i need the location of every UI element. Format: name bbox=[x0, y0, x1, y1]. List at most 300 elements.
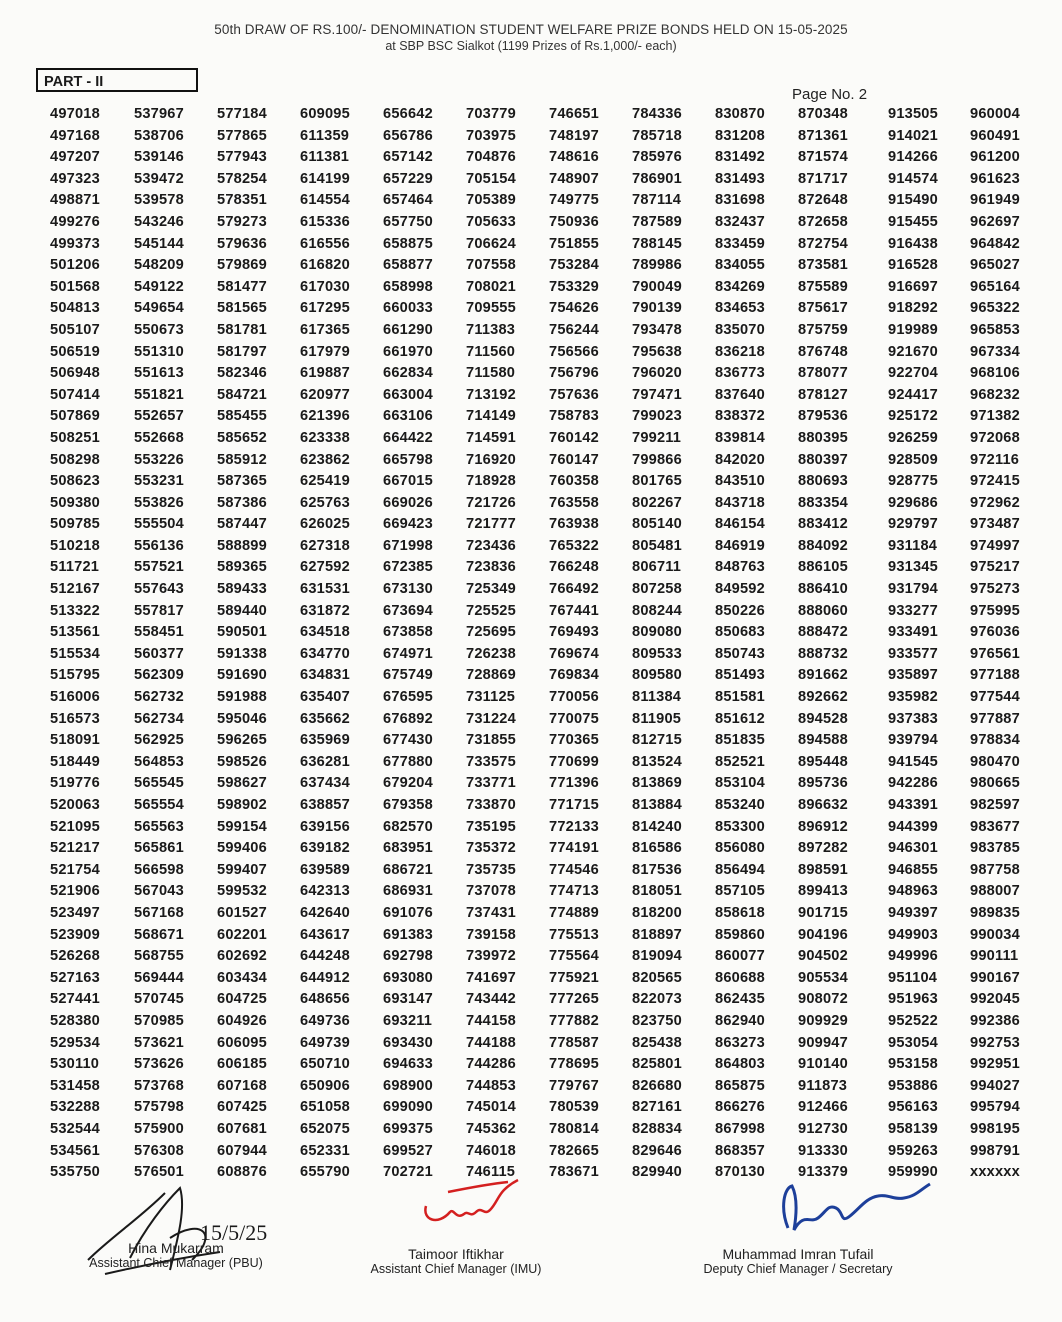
prize-number: 975217 bbox=[970, 559, 1020, 576]
prize-number: 746115 bbox=[466, 1164, 516, 1181]
prize-number: 811384 bbox=[632, 689, 682, 706]
prize-number: 662834 bbox=[383, 365, 433, 382]
prize-number: 694633 bbox=[383, 1056, 433, 1073]
prize-number: 709555 bbox=[466, 300, 516, 317]
prize-number: 961949 bbox=[970, 192, 1020, 209]
prize-number: 671998 bbox=[383, 537, 433, 554]
signature-right bbox=[670, 1246, 926, 1276]
prize-number: 914574 bbox=[888, 170, 938, 187]
signatory-title: Deputy Chief Manager / Secretary bbox=[703, 1262, 893, 1276]
prize-number: 779767 bbox=[549, 1077, 599, 1094]
prize-number: 811905 bbox=[632, 710, 682, 727]
prize-number: 901715 bbox=[798, 904, 848, 921]
prize-number: 908072 bbox=[798, 991, 848, 1008]
prize-number: 508298 bbox=[50, 451, 100, 468]
prize-number: 582346 bbox=[217, 365, 267, 382]
prize-number: 497323 bbox=[50, 170, 100, 187]
prize-number: 745362 bbox=[466, 1120, 516, 1137]
prize-number: 802267 bbox=[632, 494, 682, 511]
prize-number: 748197 bbox=[549, 127, 599, 144]
prize-number: 983677 bbox=[970, 818, 1020, 835]
prize-number: 519776 bbox=[50, 775, 100, 792]
prize-number: 672385 bbox=[383, 559, 433, 576]
prize-number: 649739 bbox=[300, 1034, 350, 1051]
prize-number: 953886 bbox=[888, 1077, 938, 1094]
number-column bbox=[970, 104, 1052, 1184]
prize-number: 788145 bbox=[632, 235, 682, 252]
prize-number: 538706 bbox=[134, 127, 184, 144]
prize-number: 603434 bbox=[217, 969, 267, 986]
prize-number: 785718 bbox=[632, 127, 682, 144]
prize-number: 960004 bbox=[970, 106, 1020, 122]
prize-number: 591988 bbox=[217, 689, 267, 706]
prize-number: 585455 bbox=[217, 408, 267, 425]
prize-number: 873581 bbox=[798, 257, 848, 274]
prize-number: 860077 bbox=[715, 948, 765, 965]
prize-number: 775564 bbox=[549, 948, 599, 965]
prize-number: 549122 bbox=[134, 278, 184, 295]
prize-number: 679358 bbox=[383, 797, 433, 813]
prize-number: 596265 bbox=[217, 732, 267, 749]
prize-number: 651058 bbox=[300, 1099, 350, 1116]
prize-number: 566598 bbox=[134, 861, 184, 878]
prize-number: 588899 bbox=[217, 537, 267, 554]
prize-number: 521217 bbox=[50, 840, 100, 857]
prize-number: 721726 bbox=[466, 494, 516, 511]
prize-number: 581797 bbox=[217, 343, 267, 360]
prize-number: 562732 bbox=[134, 689, 184, 706]
prize-number: 614554 bbox=[300, 192, 350, 209]
prize-number: 959263 bbox=[888, 1142, 938, 1159]
prize-number: 790139 bbox=[632, 300, 682, 317]
prize-number: 853240 bbox=[715, 797, 765, 813]
prize-number: 679204 bbox=[383, 775, 433, 792]
prize-number: 644912 bbox=[300, 969, 350, 986]
prize-number: 739158 bbox=[466, 926, 516, 943]
prize-number: 577943 bbox=[217, 149, 267, 166]
prize-number: 607944 bbox=[217, 1142, 267, 1159]
prize-number: 965027 bbox=[970, 257, 1020, 274]
prize-number: 856494 bbox=[715, 861, 765, 878]
prize-number: 581565 bbox=[217, 300, 267, 317]
prize-number: 643617 bbox=[300, 926, 350, 943]
prize-number: 589365 bbox=[217, 559, 267, 576]
prize-number: 851493 bbox=[715, 667, 765, 684]
prize-number: 750936 bbox=[549, 213, 599, 230]
prize-number: 760358 bbox=[549, 473, 599, 490]
prize-number: 928509 bbox=[888, 451, 938, 468]
prize-number: 608876 bbox=[217, 1164, 267, 1181]
prize-number: 964842 bbox=[970, 235, 1020, 252]
prize-number: 831493 bbox=[715, 170, 765, 187]
prize-number: 505107 bbox=[50, 321, 100, 338]
prize-number: 826680 bbox=[632, 1077, 682, 1094]
prize-number: 735372 bbox=[466, 840, 516, 857]
prize-number: 929797 bbox=[888, 516, 938, 533]
prize-number: 837640 bbox=[715, 386, 765, 403]
prize-number: 875617 bbox=[798, 300, 848, 317]
prize-number: 912730 bbox=[798, 1120, 848, 1137]
prize-number: 884092 bbox=[798, 537, 848, 554]
prize-number: 953158 bbox=[888, 1056, 938, 1073]
prize-number: 539578 bbox=[134, 192, 184, 209]
prize-number: 774191 bbox=[549, 840, 599, 857]
prize-number: 521095 bbox=[50, 818, 100, 835]
prize-number: 850743 bbox=[715, 645, 765, 662]
prize-number: 799866 bbox=[632, 451, 682, 468]
prize-number: 805140 bbox=[632, 516, 682, 533]
prize-number: 975995 bbox=[970, 602, 1020, 619]
prize-number: 949996 bbox=[888, 948, 938, 965]
prize-number: 928775 bbox=[888, 473, 938, 490]
prize-number: 577865 bbox=[217, 127, 267, 144]
prize-number: 949903 bbox=[888, 926, 938, 943]
number-column bbox=[715, 104, 797, 1184]
prize-number: 888060 bbox=[798, 602, 848, 619]
prize-number: 733575 bbox=[466, 753, 516, 770]
prize-number: 569444 bbox=[134, 969, 184, 986]
prize-number: 604725 bbox=[217, 991, 267, 1008]
prize-number: 831208 bbox=[715, 127, 765, 144]
prize-number: 806711 bbox=[632, 559, 682, 576]
prize-number: 888732 bbox=[798, 645, 848, 662]
signature-middle bbox=[346, 1246, 566, 1276]
prize-number: 880397 bbox=[798, 451, 848, 468]
prize-number: 745014 bbox=[466, 1099, 516, 1116]
prize-number: 846154 bbox=[715, 516, 765, 533]
prize-number: 518449 bbox=[50, 753, 100, 770]
prize-number: 669423 bbox=[383, 516, 433, 533]
prize-number: 756244 bbox=[549, 321, 599, 338]
prize-number: 777882 bbox=[549, 1012, 599, 1029]
prize-number: 639182 bbox=[300, 840, 350, 857]
prize-number: 924417 bbox=[888, 386, 938, 403]
prize-number: 959990 bbox=[888, 1164, 938, 1181]
prize-number: 637434 bbox=[300, 775, 350, 792]
prize-number: 562925 bbox=[134, 732, 184, 749]
number-column bbox=[632, 104, 714, 1184]
prize-number: 634518 bbox=[300, 624, 350, 641]
prize-number: 507414 bbox=[50, 386, 100, 403]
prize-number: 968106 bbox=[970, 365, 1020, 382]
prize-number: 553826 bbox=[134, 494, 184, 511]
prize-number: 631872 bbox=[300, 602, 350, 619]
prize-number: 916697 bbox=[888, 278, 938, 295]
prize-number: 606095 bbox=[217, 1034, 267, 1051]
prize-number: 617030 bbox=[300, 278, 350, 295]
prize-number: 896632 bbox=[798, 797, 848, 813]
prize-number: 602692 bbox=[217, 948, 267, 965]
prize-number: 875759 bbox=[798, 321, 848, 338]
prize-number: 558451 bbox=[134, 624, 184, 641]
prize-number: 527163 bbox=[50, 969, 100, 986]
number-column bbox=[134, 104, 216, 1184]
prize-number: 829940 bbox=[632, 1164, 682, 1181]
prize-number: 703779 bbox=[466, 106, 516, 122]
prize-number: 915455 bbox=[888, 213, 938, 230]
prize-number: 848763 bbox=[715, 559, 765, 576]
prize-number: 753284 bbox=[549, 257, 599, 274]
prize-number: 774889 bbox=[549, 904, 599, 921]
prize-number: 770699 bbox=[549, 753, 599, 770]
prize-number: 769834 bbox=[549, 667, 599, 684]
prize-number: 894588 bbox=[798, 732, 848, 749]
prize-number: 778587 bbox=[549, 1034, 599, 1051]
prize-number: 652331 bbox=[300, 1142, 350, 1159]
prize-number: 849592 bbox=[715, 581, 765, 598]
prize-number: 918292 bbox=[888, 300, 938, 317]
prize-number: 543246 bbox=[134, 213, 184, 230]
prize-number: 512167 bbox=[50, 581, 100, 598]
prize-number: 617979 bbox=[300, 343, 350, 360]
prize-number: 746018 bbox=[466, 1142, 516, 1159]
prize-number: 532544 bbox=[50, 1120, 100, 1137]
prize-number: 579273 bbox=[217, 213, 267, 230]
prize-number: 862435 bbox=[715, 991, 765, 1008]
prize-number: 585912 bbox=[217, 451, 267, 468]
prize-number: 693080 bbox=[383, 969, 433, 986]
prize-number: 735735 bbox=[466, 861, 516, 878]
prize-number: 714591 bbox=[466, 429, 516, 446]
prize-number: 860688 bbox=[715, 969, 765, 986]
prize-number: 757636 bbox=[549, 386, 599, 403]
prize-number: 992951 bbox=[970, 1056, 1020, 1073]
prize-number: 990167 bbox=[970, 969, 1020, 986]
prize-number: 913330 bbox=[798, 1142, 848, 1159]
part-label: PART - II bbox=[36, 68, 198, 92]
prize-number: 607425 bbox=[217, 1099, 267, 1116]
prize-number: 575900 bbox=[134, 1120, 184, 1137]
prize-number: 644248 bbox=[300, 948, 350, 965]
prize-number: 891662 bbox=[798, 667, 848, 684]
prize-number: 634831 bbox=[300, 667, 350, 684]
prize-number: 912466 bbox=[798, 1099, 848, 1116]
prize-number: 767441 bbox=[549, 602, 599, 619]
prize-number: 518091 bbox=[50, 732, 100, 749]
prize-number: 909947 bbox=[798, 1034, 848, 1051]
prize-number: 731224 bbox=[466, 710, 516, 727]
prize-number: 962697 bbox=[970, 213, 1020, 230]
prize-number: 598902 bbox=[217, 797, 267, 813]
prize-number: 515795 bbox=[50, 667, 100, 684]
prize-number: 994027 bbox=[970, 1077, 1020, 1094]
prize-number: 567043 bbox=[134, 883, 184, 900]
prize-number: 851835 bbox=[715, 732, 765, 749]
prize-number: 992386 bbox=[970, 1012, 1020, 1029]
prize-number: 796020 bbox=[632, 365, 682, 382]
prize-number: 616820 bbox=[300, 257, 350, 274]
prize-number: 617295 bbox=[300, 300, 350, 317]
prize-number: 799023 bbox=[632, 408, 682, 425]
prize-number: 933277 bbox=[888, 602, 938, 619]
prize-number: 623862 bbox=[300, 451, 350, 468]
prize-number: 579636 bbox=[217, 235, 267, 252]
prize-number: 888472 bbox=[798, 624, 848, 641]
prize-number: 992045 bbox=[970, 991, 1020, 1008]
prize-number: 508251 bbox=[50, 429, 100, 446]
prize-number: 656786 bbox=[383, 127, 433, 144]
prize-number: 831698 bbox=[715, 192, 765, 209]
prize-number: 831492 bbox=[715, 149, 765, 166]
prize-number: 853104 bbox=[715, 775, 765, 792]
prize-number: 635407 bbox=[300, 689, 350, 706]
prize-number: 627592 bbox=[300, 559, 350, 576]
prize-number: 899413 bbox=[798, 883, 848, 900]
prize-number: 725695 bbox=[466, 624, 516, 641]
prize-number: 816586 bbox=[632, 840, 682, 857]
prize-number: 699375 bbox=[383, 1120, 433, 1137]
prize-number: 573626 bbox=[134, 1056, 184, 1073]
prize-number: 744158 bbox=[466, 1012, 516, 1029]
prize-number: 731125 bbox=[466, 689, 516, 706]
prize-number: 828834 bbox=[632, 1120, 682, 1137]
prize-number: 807258 bbox=[632, 581, 682, 598]
prize-number: 510218 bbox=[50, 537, 100, 554]
prize-number: 598526 bbox=[217, 753, 267, 770]
prize-number: 942286 bbox=[888, 775, 938, 792]
prize-number: 564853 bbox=[134, 753, 184, 770]
prize-number: 878127 bbox=[798, 386, 848, 403]
prize-number: 627318 bbox=[300, 537, 350, 554]
prize-number: 871361 bbox=[798, 127, 848, 144]
prize-number: 507869 bbox=[50, 408, 100, 425]
prize-number: 591690 bbox=[217, 667, 267, 684]
prize-number: 711560 bbox=[466, 343, 516, 360]
prize-number: 836218 bbox=[715, 343, 765, 360]
prize-number: 573621 bbox=[134, 1034, 184, 1051]
prize-number: 726238 bbox=[466, 645, 516, 662]
prize-number: 972415 bbox=[970, 473, 1020, 490]
prize-number: 892662 bbox=[798, 689, 848, 706]
prize-number: 797471 bbox=[632, 386, 682, 403]
prize-number: 590501 bbox=[217, 624, 267, 641]
prize-number: 576308 bbox=[134, 1142, 184, 1159]
prize-number: 965164 bbox=[970, 278, 1020, 295]
prize-number: 809580 bbox=[632, 667, 682, 684]
prize-number: 578254 bbox=[217, 170, 267, 187]
prize-number: 933577 bbox=[888, 645, 938, 662]
prize-number: 746651 bbox=[549, 106, 599, 122]
prize-number: 599406 bbox=[217, 840, 267, 857]
prize-number: 949397 bbox=[888, 904, 938, 921]
prize-number: 528380 bbox=[50, 1012, 100, 1029]
prize-number: 607681 bbox=[217, 1120, 267, 1137]
prize-number: 933491 bbox=[888, 624, 938, 641]
prize-number: 817536 bbox=[632, 861, 682, 878]
prize-number: 886410 bbox=[798, 581, 848, 598]
prize-number: 650906 bbox=[300, 1077, 350, 1094]
prize-number: 634770 bbox=[300, 645, 350, 662]
prize-number: 529534 bbox=[50, 1034, 100, 1051]
prize-number: 721777 bbox=[466, 516, 516, 533]
prize-number: 846919 bbox=[715, 537, 765, 554]
prize-number: 499276 bbox=[50, 213, 100, 230]
prize-number: 943391 bbox=[888, 797, 938, 813]
prize-number: 827161 bbox=[632, 1099, 682, 1116]
prize-number: 642313 bbox=[300, 883, 350, 900]
prize-number: 735195 bbox=[466, 818, 516, 835]
prize-number: 775921 bbox=[549, 969, 599, 986]
prize-number: 883412 bbox=[798, 516, 848, 533]
prize-number: 674971 bbox=[383, 645, 433, 662]
prize-number: 581477 bbox=[217, 278, 267, 295]
prize-number: 621396 bbox=[300, 408, 350, 425]
prize-number: 862940 bbox=[715, 1012, 765, 1029]
prize-number: 990111 bbox=[970, 948, 1019, 965]
prize-number: 749775 bbox=[549, 192, 599, 209]
prize-number: 728869 bbox=[466, 667, 516, 684]
prize-number: 663004 bbox=[383, 386, 433, 403]
number-column bbox=[888, 104, 970, 1184]
prize-number: 723836 bbox=[466, 559, 516, 576]
prize-number: 516573 bbox=[50, 710, 100, 727]
prize-number: 756566 bbox=[549, 343, 599, 360]
prize-number: 939794 bbox=[888, 732, 938, 749]
prize-number: 516006 bbox=[50, 689, 100, 706]
prize-number: 913505 bbox=[888, 106, 938, 122]
prize-number: 968232 bbox=[970, 386, 1020, 403]
prize-number: 677430 bbox=[383, 732, 433, 749]
prize-number: 539472 bbox=[134, 170, 184, 187]
prize-number: 598627 bbox=[217, 775, 267, 792]
prize-number: 780814 bbox=[549, 1120, 599, 1137]
prize-number: 545144 bbox=[134, 235, 184, 252]
prize-number: 836773 bbox=[715, 365, 765, 382]
prize-number: 658877 bbox=[383, 257, 433, 274]
prize-number: 931184 bbox=[888, 537, 938, 554]
prize-number: 852521 bbox=[715, 753, 765, 770]
prize-number: 758783 bbox=[549, 408, 599, 425]
prize-number: 925172 bbox=[888, 408, 938, 425]
prize-number: 706624 bbox=[466, 235, 516, 252]
prize-number: 956163 bbox=[888, 1099, 938, 1116]
prize-number: 808244 bbox=[632, 602, 682, 619]
prize-number: 771715 bbox=[549, 797, 599, 813]
prize-number: 872658 bbox=[798, 213, 848, 230]
prize-number: 550673 bbox=[134, 321, 184, 338]
prize-number: 599532 bbox=[217, 883, 267, 900]
prize-number: 609095 bbox=[300, 106, 350, 122]
prize-number: 713192 bbox=[466, 386, 516, 403]
number-column bbox=[383, 104, 465, 1184]
prize-number: 825801 bbox=[632, 1056, 682, 1073]
prize-number: 766492 bbox=[549, 581, 599, 598]
prize-number: 504813 bbox=[50, 300, 100, 317]
prize-number: 822073 bbox=[632, 991, 682, 1008]
prize-number: 799211 bbox=[632, 429, 682, 446]
prize-number: 805481 bbox=[632, 537, 682, 554]
prize-number: 506519 bbox=[50, 343, 100, 360]
prize-number: 913379 bbox=[798, 1164, 848, 1181]
prize-number: 552657 bbox=[134, 408, 184, 425]
prize-number: 676892 bbox=[383, 710, 433, 727]
prize-number: 960491 bbox=[970, 127, 1020, 144]
prize-number: 565563 bbox=[134, 818, 184, 835]
prize-number: 667015 bbox=[383, 473, 433, 490]
prize-number: 661290 bbox=[383, 321, 433, 338]
prize-number: 813869 bbox=[632, 775, 682, 792]
signature-right-handwriting bbox=[770, 1168, 940, 1248]
signatory-name: Taimoor Iftikhar bbox=[408, 1246, 504, 1262]
prize-number: 511721 bbox=[50, 559, 100, 576]
prize-number: 839814 bbox=[715, 429, 765, 446]
prize-number: 946855 bbox=[888, 861, 938, 878]
prize-number: 989835 bbox=[970, 904, 1020, 921]
prize-number: 537967 bbox=[134, 106, 184, 122]
prize-number: 859860 bbox=[715, 926, 765, 943]
prize-number: 584721 bbox=[217, 386, 267, 403]
prize-number: xxxxxx bbox=[970, 1164, 1020, 1181]
